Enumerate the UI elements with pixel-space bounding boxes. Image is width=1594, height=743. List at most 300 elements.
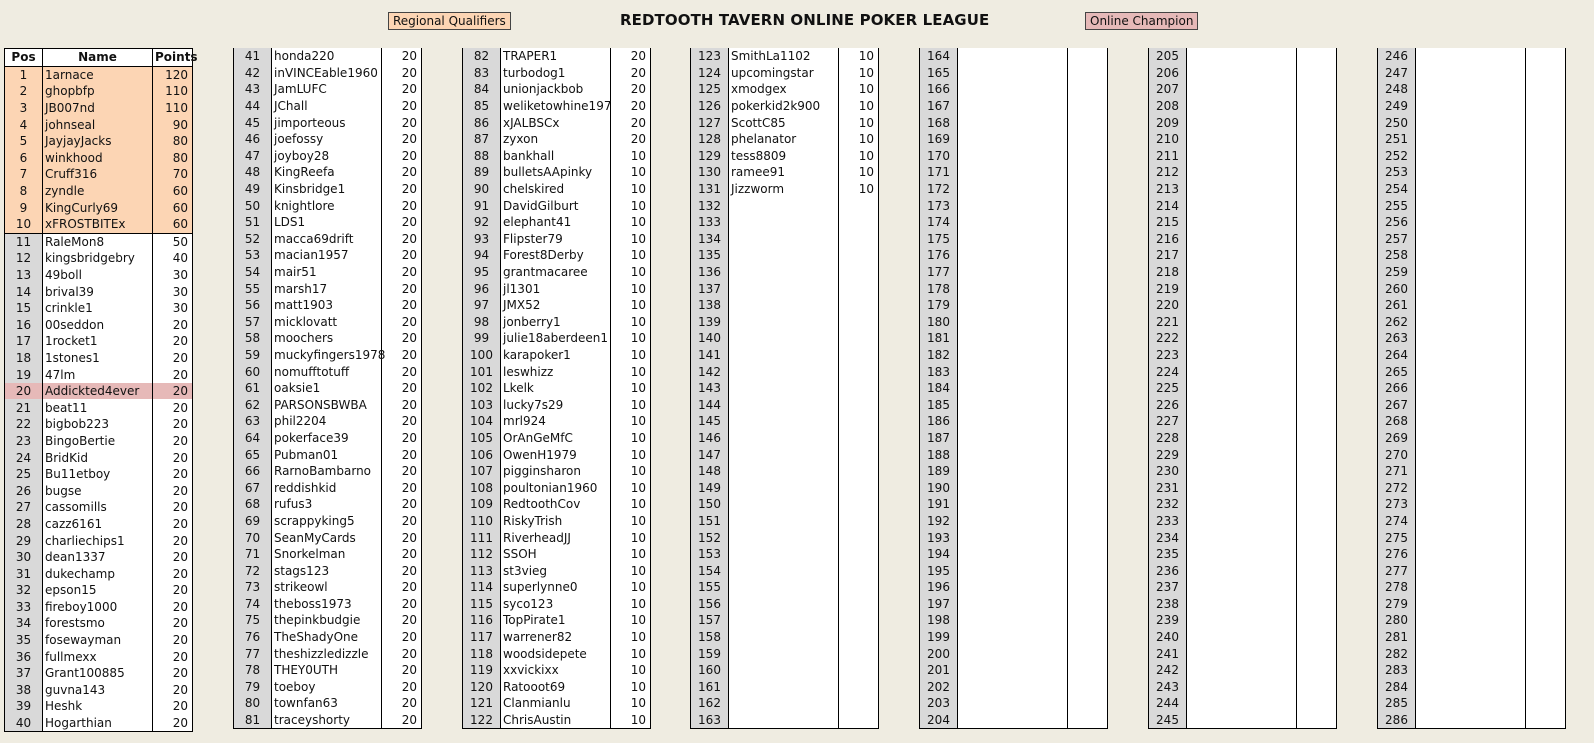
- player-name-cell: [1416, 496, 1526, 513]
- table-row: [1378, 280, 1566, 297]
- points-cell: [1526, 214, 1566, 231]
- position-cell: 253: [1378, 164, 1416, 181]
- points-cell: 10: [611, 596, 651, 613]
- player-name-cell: [1416, 330, 1526, 347]
- player-name-cell: [1416, 181, 1526, 198]
- table-row: [691, 479, 879, 496]
- table-row: [1378, 413, 1566, 430]
- points-cell: [1526, 479, 1566, 496]
- points-cell: [1068, 280, 1108, 297]
- points-cell: [1526, 247, 1566, 264]
- table-row: [1149, 579, 1337, 596]
- table-row: [1378, 513, 1566, 530]
- player-name-cell: [958, 430, 1068, 447]
- position-cell: 231: [1149, 479, 1187, 496]
- position-cell: 204: [920, 712, 958, 729]
- player-name-cell: Addickted4ever: [43, 383, 153, 400]
- position-cell: 246: [1378, 48, 1416, 65]
- player-name-cell: bigbob223: [43, 416, 153, 433]
- points-cell: [839, 679, 879, 696]
- player-name-cell: [1187, 396, 1297, 413]
- table-row: [5, 632, 193, 649]
- points-cell: [1068, 264, 1108, 281]
- table-row: [5, 267, 193, 284]
- table-row: [920, 479, 1108, 496]
- player-name-cell: [958, 529, 1068, 546]
- player-name-cell: 1stones1: [43, 350, 153, 367]
- points-cell: 10: [611, 197, 651, 214]
- points-cell: 30: [153, 300, 193, 317]
- table-row: [920, 463, 1108, 480]
- points-cell: [1297, 695, 1337, 712]
- points-cell: 20: [611, 114, 651, 131]
- player-name-cell: [1187, 496, 1297, 513]
- player-name-cell: [958, 579, 1068, 596]
- points-cell: [1068, 164, 1108, 181]
- table-row: [1378, 612, 1566, 629]
- player-name-cell: [1187, 562, 1297, 579]
- table-row: [691, 513, 879, 530]
- position-cell: 270: [1378, 446, 1416, 463]
- position-cell: 128: [691, 131, 729, 148]
- points-cell: [1526, 712, 1566, 729]
- position-cell: 252: [1378, 148, 1416, 165]
- player-name-cell: TheShadyOne: [272, 629, 382, 646]
- player-name-cell: moochers: [272, 330, 382, 347]
- table-row: [920, 413, 1108, 430]
- position-cell: 23: [5, 433, 43, 450]
- position-cell: 228: [1149, 430, 1187, 447]
- points-cell: [839, 446, 879, 463]
- table-row: [234, 231, 422, 248]
- table-row: [1378, 546, 1566, 563]
- position-cell: 157: [691, 612, 729, 629]
- points-cell: 20: [382, 629, 422, 646]
- table-row: [1378, 479, 1566, 496]
- points-cell: 20: [153, 715, 193, 732]
- table-row: [234, 280, 422, 297]
- player-name-cell: Cruff316: [43, 166, 153, 183]
- table-row: [1378, 98, 1566, 115]
- points-cell: 20: [153, 532, 193, 549]
- points-cell: [1526, 297, 1566, 314]
- points-cell: 10: [611, 264, 651, 281]
- position-cell: 74: [234, 596, 272, 613]
- position-cell: 241: [1149, 645, 1187, 662]
- position-cell: 100: [463, 347, 501, 364]
- points-cell: [1297, 645, 1337, 662]
- table-row: [5, 183, 193, 200]
- position-cell: 121: [463, 695, 501, 712]
- points-cell: 10: [839, 164, 879, 181]
- points-cell: 20: [153, 682, 193, 699]
- position-cell: 217: [1149, 247, 1187, 264]
- position-cell: 56: [234, 297, 272, 314]
- table-row: [1149, 214, 1337, 231]
- table-row: [234, 662, 422, 679]
- player-name-cell: unionjackbob: [501, 81, 611, 98]
- player-name-cell: turbodog1: [501, 65, 611, 82]
- points-cell: 90: [153, 116, 193, 133]
- table-row: [463, 380, 651, 397]
- points-cell: [1526, 197, 1566, 214]
- position-cell: 47: [234, 148, 272, 165]
- player-name-cell: JB007nd: [43, 100, 153, 117]
- player-name-cell: [1187, 363, 1297, 380]
- table-row: [234, 430, 422, 447]
- player-name-cell: LDS1: [272, 214, 382, 231]
- position-cell: 193: [920, 529, 958, 546]
- pos-header: Pos: [5, 49, 43, 67]
- player-name-cell: [1187, 131, 1297, 148]
- points-cell: 60: [153, 216, 193, 233]
- player-name-cell: [729, 695, 839, 712]
- points-cell: [1297, 396, 1337, 413]
- table-row: [691, 496, 879, 513]
- points-cell: [839, 463, 879, 480]
- position-cell: 98: [463, 314, 501, 331]
- position-cell: 117: [463, 629, 501, 646]
- player-name-cell: kingsbridgebry: [43, 250, 153, 267]
- player-name-cell: PARSONSBWBA: [272, 396, 382, 413]
- table-row: [1378, 446, 1566, 463]
- table-row: [691, 596, 879, 613]
- position-cell: 12: [5, 250, 43, 267]
- table-row: [463, 679, 651, 696]
- player-name-cell: [1187, 264, 1297, 281]
- table-row: [1149, 496, 1337, 513]
- position-cell: 226: [1149, 396, 1187, 413]
- player-name-cell: [729, 679, 839, 696]
- points-cell: 80: [153, 133, 193, 150]
- player-name-cell: [729, 280, 839, 297]
- table-row: [1149, 546, 1337, 563]
- table-row: [1149, 679, 1337, 696]
- points-cell: 20: [382, 297, 422, 314]
- points-cell: 20: [382, 446, 422, 463]
- player-name-cell: [1187, 529, 1297, 546]
- table-row: [463, 513, 651, 530]
- position-cell: 187: [920, 430, 958, 447]
- table-row: [1149, 479, 1337, 496]
- player-name-cell: julie18aberdeen1: [501, 330, 611, 347]
- player-name-cell: [1416, 529, 1526, 546]
- table-row: [5, 233, 193, 250]
- player-name-cell: RiverheadJJ: [501, 529, 611, 546]
- points-cell: [1297, 612, 1337, 629]
- points-cell: 20: [382, 596, 422, 613]
- points-cell: [839, 430, 879, 447]
- player-name-cell: [958, 695, 1068, 712]
- points-cell: [1526, 314, 1566, 331]
- position-cell: 165: [920, 65, 958, 82]
- position-cell: 212: [1149, 164, 1187, 181]
- points-cell: [839, 562, 879, 579]
- table-row: [920, 629, 1108, 646]
- position-cell: 201: [920, 662, 958, 679]
- table-row: [234, 131, 422, 148]
- points-cell: 20: [382, 81, 422, 98]
- player-name-cell: [1416, 247, 1526, 264]
- table-row: [1378, 247, 1566, 264]
- name-header: Name: [43, 49, 153, 67]
- regional-qualifiers-legend: Regional Qualifiers: [388, 12, 511, 30]
- position-cell: 268: [1378, 413, 1416, 430]
- player-name-cell: matt1903: [272, 297, 382, 314]
- table-row: [691, 347, 879, 364]
- player-name-cell: [958, 264, 1068, 281]
- player-name-cell: [729, 629, 839, 646]
- position-cell: 239: [1149, 612, 1187, 629]
- points-cell: [1068, 347, 1108, 364]
- table-row: [920, 396, 1108, 413]
- player-name-cell: weliketowhine197: [501, 98, 611, 115]
- player-name-cell: JamLUFC: [272, 81, 382, 98]
- table-row: [5, 83, 193, 100]
- player-name-cell: 49boll: [43, 267, 153, 284]
- position-cell: 197: [920, 596, 958, 613]
- position-cell: 150: [691, 496, 729, 513]
- table-row: [920, 297, 1108, 314]
- position-cell: 210: [1149, 131, 1187, 148]
- table-row: [1149, 264, 1337, 281]
- points-cell: [1297, 314, 1337, 331]
- points-cell: [839, 297, 879, 314]
- points-cell: [1526, 446, 1566, 463]
- position-cell: 46: [234, 131, 272, 148]
- table-row: [234, 363, 422, 380]
- table-row: [691, 529, 879, 546]
- table-row: [1149, 131, 1337, 148]
- player-name-cell: [958, 612, 1068, 629]
- points-cell: [1297, 546, 1337, 563]
- points-cell: 10: [611, 463, 651, 480]
- position-cell: 91: [463, 197, 501, 214]
- player-name-cell: upcomingstar: [729, 65, 839, 82]
- points-cell: 20: [153, 565, 193, 582]
- position-cell: 271: [1378, 463, 1416, 480]
- position-cell: 163: [691, 712, 729, 729]
- points-cell: [1297, 98, 1337, 115]
- points-cell: [1526, 463, 1566, 480]
- player-name-cell: [729, 231, 839, 248]
- player-name-cell: syco123: [501, 596, 611, 613]
- position-cell: 154: [691, 562, 729, 579]
- position-cell: 179: [920, 297, 958, 314]
- table-row: [463, 247, 651, 264]
- table-row: [463, 81, 651, 98]
- position-cell: 178: [920, 280, 958, 297]
- player-name-cell: [1187, 712, 1297, 729]
- table-row: [5, 466, 193, 483]
- table-row: [5, 416, 193, 433]
- table-row: [234, 562, 422, 579]
- points-cell: 10: [611, 679, 651, 696]
- table-row: [463, 695, 651, 712]
- position-cell: 259: [1378, 264, 1416, 281]
- points-cell: [1297, 579, 1337, 596]
- table-row: [1378, 712, 1566, 729]
- player-name-cell: KingCurly69: [43, 199, 153, 216]
- table-row: [1149, 513, 1337, 530]
- player-name-cell: stags123: [272, 562, 382, 579]
- player-name-cell: [729, 214, 839, 231]
- points-cell: [1068, 396, 1108, 413]
- position-cell: 103: [463, 396, 501, 413]
- player-name-cell: [1416, 280, 1526, 297]
- position-cell: 264: [1378, 347, 1416, 364]
- position-cell: 278: [1378, 579, 1416, 596]
- points-cell: [1068, 695, 1108, 712]
- position-cell: 120: [463, 679, 501, 696]
- position-cell: 144: [691, 396, 729, 413]
- position-cell: 284: [1378, 679, 1416, 696]
- table-row: [1149, 645, 1337, 662]
- player-name-cell: [729, 363, 839, 380]
- position-cell: 18: [5, 350, 43, 367]
- position-cell: 6: [5, 150, 43, 167]
- points-cell: 20: [153, 549, 193, 566]
- points-cell: [839, 596, 879, 613]
- table-row: [691, 65, 879, 82]
- position-cell: 188: [920, 446, 958, 463]
- position-cell: 256: [1378, 214, 1416, 231]
- points-cell: [1068, 380, 1108, 397]
- position-cell: 192: [920, 513, 958, 530]
- table-row: [5, 615, 193, 632]
- points-cell: [1068, 214, 1108, 231]
- position-cell: 113: [463, 562, 501, 579]
- position-cell: 8: [5, 183, 43, 200]
- points-cell: 20: [382, 479, 422, 496]
- points-cell: 10: [611, 562, 651, 579]
- player-name-cell: [729, 712, 839, 729]
- player-name-cell: [958, 363, 1068, 380]
- table-row: [920, 596, 1108, 613]
- table-row: [234, 98, 422, 115]
- points-cell: 20: [611, 65, 651, 82]
- player-name-cell: [1416, 98, 1526, 115]
- table-row: [691, 562, 879, 579]
- position-cell: 221: [1149, 314, 1187, 331]
- player-name-cell: [1416, 513, 1526, 530]
- player-name-cell: [1187, 247, 1297, 264]
- league-column-3: [462, 48, 651, 729]
- table-row: [234, 446, 422, 463]
- table-row: [1149, 662, 1337, 679]
- player-name-cell: [1187, 662, 1297, 679]
- points-cell: 10: [611, 214, 651, 231]
- points-cell: 10: [611, 314, 651, 331]
- player-name-cell: [1187, 347, 1297, 364]
- player-name-cell: jl1301: [501, 280, 611, 297]
- position-cell: 282: [1378, 645, 1416, 662]
- position-cell: 140: [691, 330, 729, 347]
- player-name-cell: Forest8Derby: [501, 247, 611, 264]
- table-row: [234, 164, 422, 181]
- player-name-cell: cazz6161: [43, 516, 153, 533]
- table-row: [5, 150, 193, 167]
- points-cell: 20: [382, 546, 422, 563]
- player-name-cell: [1187, 148, 1297, 165]
- player-name-cell: superlynne0: [501, 579, 611, 596]
- player-name-cell: chelskired: [501, 181, 611, 198]
- table-row: [1149, 65, 1337, 82]
- points-cell: 10: [611, 330, 651, 347]
- table-row: [1378, 197, 1566, 214]
- position-cell: 54: [234, 264, 272, 281]
- position-cell: 111: [463, 529, 501, 546]
- table-row: [920, 546, 1108, 563]
- player-name-cell: [958, 513, 1068, 530]
- points-cell: [839, 314, 879, 331]
- position-cell: 110: [463, 513, 501, 530]
- table-row: [5, 433, 193, 450]
- position-cell: 206: [1149, 65, 1187, 82]
- player-name-cell: zyndle: [43, 183, 153, 200]
- table-row: [5, 549, 193, 566]
- table-row: [234, 81, 422, 98]
- position-cell: 234: [1149, 529, 1187, 546]
- points-cell: 20: [153, 648, 193, 665]
- points-cell: [839, 695, 879, 712]
- player-name-cell: DavidGilburt: [501, 197, 611, 214]
- position-cell: 67: [234, 479, 272, 496]
- player-name-cell: strikeowl: [272, 579, 382, 596]
- player-name-cell: theshizzledizzle: [272, 645, 382, 662]
- points-cell: [1297, 562, 1337, 579]
- player-name-cell: theboss1973: [272, 596, 382, 613]
- league-column-4: [690, 48, 879, 729]
- table-row: [1149, 629, 1337, 646]
- points-cell: 10: [611, 363, 651, 380]
- table-row: [920, 513, 1108, 530]
- table-row: [1378, 562, 1566, 579]
- points-cell: [1297, 446, 1337, 463]
- table-row: [5, 300, 193, 317]
- position-cell: 152: [691, 529, 729, 546]
- player-name-cell: RiskyTrish: [501, 513, 611, 530]
- points-cell: [1526, 231, 1566, 248]
- player-name-cell: [958, 148, 1068, 165]
- position-cell: 53: [234, 247, 272, 264]
- points-cell: [1068, 579, 1108, 596]
- position-cell: 50: [234, 197, 272, 214]
- player-name-cell: phil2204: [272, 413, 382, 430]
- player-name-cell: [958, 65, 1068, 82]
- table-row: [463, 446, 651, 463]
- table-row: [5, 682, 193, 699]
- table-row: [1378, 529, 1566, 546]
- points-cell: [839, 197, 879, 214]
- player-name-cell: [729, 446, 839, 463]
- position-cell: 262: [1378, 314, 1416, 331]
- position-cell: 173: [920, 197, 958, 214]
- table-row: [1149, 396, 1337, 413]
- points-cell: 10: [611, 446, 651, 463]
- player-name-cell: mrl924: [501, 413, 611, 430]
- table-row: [691, 380, 879, 397]
- table-row: [5, 250, 193, 267]
- table-row: [463, 396, 651, 413]
- points-cell: [1068, 463, 1108, 480]
- position-cell: 112: [463, 546, 501, 563]
- player-name-cell: [729, 546, 839, 563]
- points-cell: [1297, 131, 1337, 148]
- player-name-cell: [1187, 596, 1297, 613]
- player-name-cell: Clanmianlu: [501, 695, 611, 712]
- position-cell: 254: [1378, 181, 1416, 198]
